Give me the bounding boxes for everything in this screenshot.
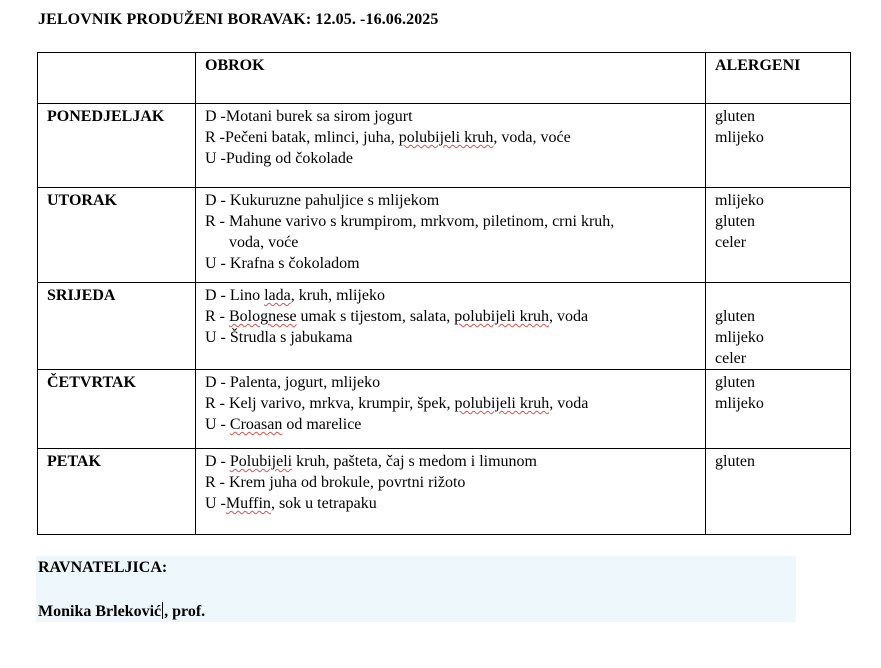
spellcheck-text: polubijeli kruh bbox=[398, 129, 494, 146]
text-cursor bbox=[162, 602, 163, 619]
meal-cell bbox=[196, 283, 706, 370]
meal-line: U - Štrudla s jabukama bbox=[205, 329, 353, 346]
allergen-item: gluten bbox=[715, 453, 755, 470]
meal-text: umak s tijestom, salata, bbox=[296, 308, 455, 325]
meal-text: R - Kelj varivo, mrkva, krumpir, špek, bbox=[205, 395, 455, 412]
day-cell: PONEDJELJAK bbox=[38, 104, 196, 188]
header-meal-cell: OBROK bbox=[196, 53, 706, 104]
spellcheck-text: Croasan bbox=[229, 416, 283, 433]
allergen-item: celer bbox=[715, 350, 747, 367]
signature-title-text: , prof. bbox=[164, 603, 206, 620]
allergen-item: gluten bbox=[715, 374, 755, 391]
meal-text: R - bbox=[205, 308, 229, 325]
meal-text: , kruh, mlijeko bbox=[290, 287, 385, 304]
meal-line: R - Mahune varivo s krumpirom, mrkvom, piletinom, crni kruh, bbox=[205, 213, 615, 230]
meal-line bbox=[205, 127, 697, 148]
allergen-item: mlijeko bbox=[715, 329, 764, 346]
meal-cell bbox=[196, 104, 706, 188]
meal-text: od marelice bbox=[282, 416, 362, 433]
signature-name[interactable] bbox=[38, 602, 205, 621]
meal-cell bbox=[196, 370, 706, 449]
meal-text: U - bbox=[205, 495, 226, 512]
spellcheck-text: lada bbox=[264, 287, 291, 304]
signature-name-text: Monika Brleković bbox=[38, 603, 162, 620]
meal-line: voda, voće bbox=[229, 234, 299, 251]
meal-line bbox=[205, 451, 697, 472]
allergen-item: celer bbox=[715, 234, 747, 251]
meal-line bbox=[205, 393, 697, 414]
table-row bbox=[38, 283, 851, 370]
day-cell: PETAK bbox=[38, 449, 196, 535]
allergens-cell bbox=[706, 104, 851, 188]
meal-line: R - Krem juha od brokule, povrtni rižoto bbox=[205, 474, 466, 491]
meal-text: , voda bbox=[549, 395, 589, 412]
meal-line: D - Palenta, jogurt, mlijeko bbox=[205, 374, 381, 391]
meal-line: U -Puding od čokolade bbox=[205, 150, 353, 167]
meal-text: , voda, voće bbox=[493, 129, 571, 146]
allergens-cell bbox=[706, 370, 851, 449]
meal-cell bbox=[196, 449, 706, 535]
day-cell: ČETVRTAK bbox=[38, 370, 196, 449]
day-cell: SRIJEDA bbox=[38, 283, 196, 370]
allergen-item: gluten bbox=[715, 213, 755, 230]
meal-line bbox=[205, 306, 697, 327]
spellcheck-text: Bolognese bbox=[229, 308, 297, 325]
spellcheck-text: polubijeli kruh bbox=[454, 395, 550, 412]
meal-text: , voda bbox=[548, 308, 589, 325]
meal-cell bbox=[196, 188, 706, 283]
allergen-item: mlijeko bbox=[715, 129, 764, 146]
signature-role: RAVNATELJICA: bbox=[38, 559, 168, 576]
allergen-item: mlijeko bbox=[715, 192, 764, 209]
meal-line: D -Motani burek sa sirom jogurt bbox=[205, 108, 413, 125]
allergen-item: gluten bbox=[715, 308, 755, 325]
allergens-cell bbox=[706, 283, 851, 370]
allergen-item: gluten bbox=[715, 108, 755, 125]
meal-line: D - Kukuruzne pahuljice s mlijekom bbox=[205, 192, 440, 209]
spellcheck-text: Polubijeli bbox=[229, 453, 293, 470]
signature-block[interactable] bbox=[36, 556, 796, 622]
spellcheck-text: Muffin bbox=[225, 495, 271, 512]
meal-line: U - Krafna s čokoladom bbox=[205, 255, 360, 272]
meal-line bbox=[205, 493, 697, 514]
allergens-cell bbox=[706, 188, 851, 283]
meal-text: D - Lino bbox=[205, 287, 265, 304]
menu-table bbox=[37, 52, 851, 535]
meal-text: R -Pečeni batak, mlinci, juha, bbox=[205, 129, 399, 146]
spellcheck-text: polubijeli kruh bbox=[454, 308, 549, 325]
day-cell: UTORAK bbox=[38, 188, 196, 283]
table-row bbox=[38, 449, 851, 535]
meal-text: U - bbox=[205, 416, 230, 433]
table-row bbox=[38, 370, 851, 449]
document-title: JELOVNIK PRODUŽENI BORAVAK: 12.05. -16.06.2025 bbox=[38, 11, 439, 28]
meal-line bbox=[205, 285, 697, 306]
meal-text: D - bbox=[205, 453, 230, 470]
meal-line bbox=[205, 414, 697, 435]
allergens-cell bbox=[706, 449, 851, 535]
header-allergens-cell: ALERGENI bbox=[706, 53, 851, 104]
allergen-item: mlijeko bbox=[715, 395, 764, 412]
header-day-cell bbox=[38, 53, 196, 104]
table-row bbox=[38, 104, 851, 188]
meal-text: kruh, pašteta, čaj s medom i limunom bbox=[292, 453, 537, 470]
table-row bbox=[38, 188, 851, 283]
table-header-row bbox=[38, 53, 851, 104]
meal-text: , sok u tetrapaku bbox=[270, 495, 377, 512]
